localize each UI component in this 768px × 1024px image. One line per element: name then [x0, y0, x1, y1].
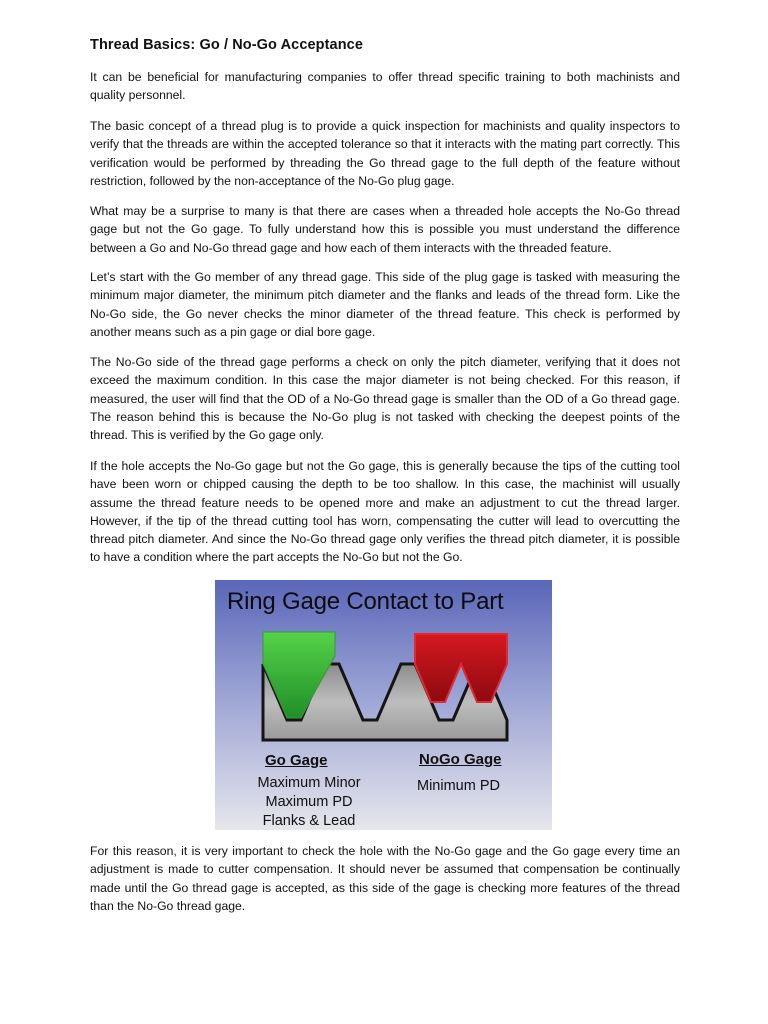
- page-title: Thread Basics: Go / No-Go Acceptance: [90, 37, 363, 53]
- go-gage-list: [245, 774, 373, 831]
- figure-title: Ring Gage Contact to Part: [227, 588, 504, 615]
- paragraph-basic-concept: The basic concept of a thread plug is to provide a quick inspection for machinists and quality inspectors to verify that the threads are within the accepted tolerance so that it interacts with the mating part correctly. This verification would be performed by threading the Go thread gage to the full depth of the feature without restriction, followed by the non-acceptance of the No-Go plug gage.: [90, 119, 680, 188]
- go-gage-item: Maximum Minor: [257, 775, 361, 791]
- paragraph-worn-tool: If the hole accepts the No-Go gage but not the Go gage, this is generally because the tips of the cutting tool have been worn or chipped causing the depth to be too shallow. In this case, the machinist will usually assume the thread feature needs to be opened more and make an adjustment to cut the thread larger. However, if the tip of the thread cutting tool has worn, compensating the cutter will lead to overcutting the thread pitch diameter. And since the No-Go thread gage only verifies the thread pitch diameter, it is possible to have a condition where the part accepts the No-Go but not the Go.: [90, 459, 680, 565]
- ring-gage-figure: [215, 580, 552, 830]
- paragraph-nogo-side: The No-Go side of the thread gage performs a check on only the pitch diameter, verifying that it does not exceed the maximum condition. In this case the major diameter is not being checked. For this reason, if measured, the user will find that the OD of a No-Go thread gage is smaller than the OD of a Go thread gage. The reason behind this is because the No-Go plug is not tasked with checking the deepest points of the thread. This is verified by the Go gage only.: [90, 355, 680, 443]
- go-gage-item: Flanks & Lead: [262, 813, 356, 829]
- nogo-gage-item: Minimum PD: [417, 778, 500, 794]
- go-gage-heading: Go Gage: [265, 752, 328, 769]
- paragraph-conclusion: For this reason, it is very important to check the hole with the No-Go gage and the Go gage every time an adjustment is made to cutter compensation. It should never be assumed that compensation be continually made until the Go thread gage is accepted, as this side of the gage is checking more features of the thread than the No-Go thread gage.: [90, 844, 680, 913]
- nogo-gage-heading: NoGo Gage: [419, 751, 502, 768]
- paragraph-go-member: Let’s start with the Go member of any thread gage. This side of the plug gage is tasked with measuring the minimum major diameter, the minimum pitch diameter and the flanks and leads of the thread form. Like the No-Go side, the Go never checks the minor diameter of the thread feature. This check is performed by another means such as a pin gage or dial bore gage.: [90, 270, 680, 339]
- go-gage-item: Maximum PD: [265, 794, 353, 810]
- paragraph-intro: It can be beneficial for manufacturing companies to offer thread specific training to both machinists and quality personnel.: [90, 70, 680, 103]
- paragraph-surprise: What may be a surprise to many is that there are cases when a threaded hole accepts the No-Go thread gage but not the Go gage. To fully understand how this is possible you must understand the difference between a Go and No-Go thread gage and how each of them interacts with the threaded feature.: [90, 204, 680, 255]
